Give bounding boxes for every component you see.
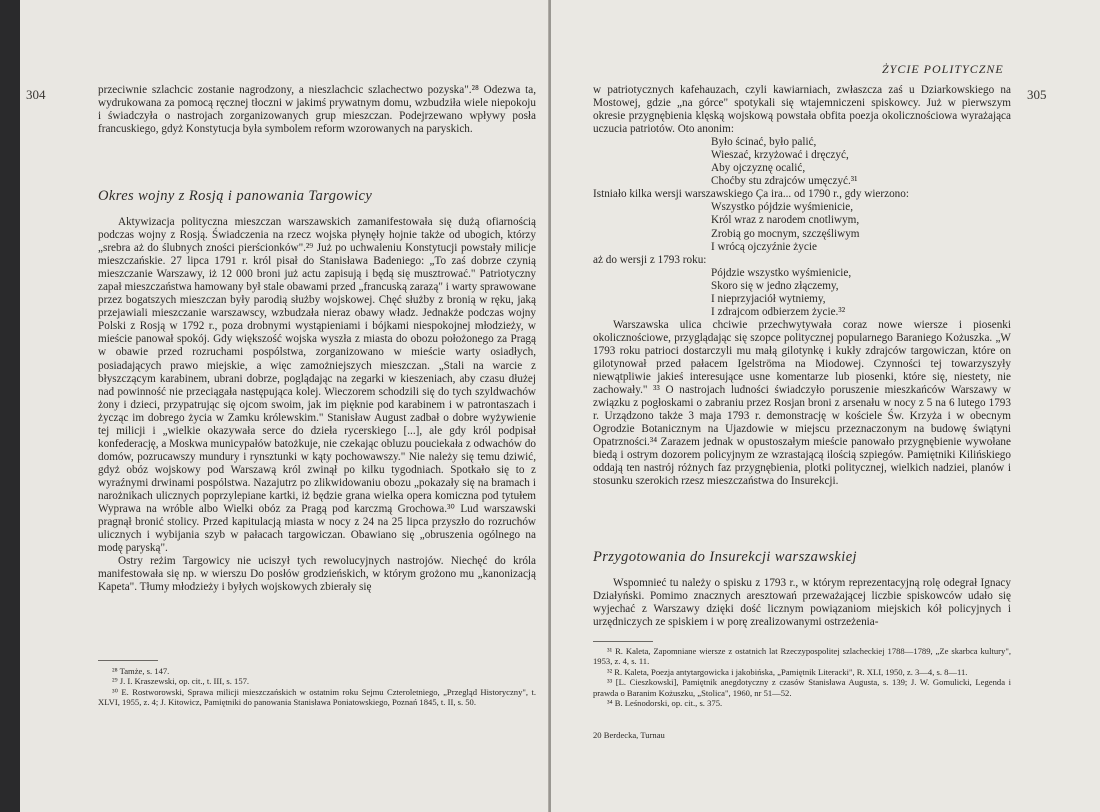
paragraph-right-1: w patriotycznych kafehauzach, czyli kawiarniach, zwłaszcza zaś u Dziarkowskiego na Mostowej, gdzie „na górce" spotykali się wtajemniczeni spiskowcy. Już w pierwszym okresie przygnębienia klęską wojskową powstała obfita poezja okolicznościowa wyrażająca uczucia patriotów. Oto anonim:: [593, 84, 1011, 136]
footnote-33: ³³ [L. Cieszkowski], Pamiętnik anegdotyczny z czasów Stanisława Augusta, s. 139; J. W. Gomulicki, Legenda i prawda o Baranim Kożuszku, „Stolica", 1960, nr 51—52.: [593, 677, 1011, 698]
footnote-34: ³⁴ B. Leśnodorski, op. cit., s. 375.: [607, 698, 723, 709]
footnote-30: ³⁰ E. Rostworowski, Sprawa milicji mieszczańskich w ostatnim roku Sejmu Czteroletniego, „Przegląd Historyczny", t. XLVI, 1955, z. 4; J. Kitowicz, Pamiętniki do panowania Stanisława Poniatowskiego, Poznań 1845, t. II, s. 50.: [98, 686, 536, 708]
verse-3: [711, 267, 1011, 319]
verse-line: Choćby stu zdrajców umęczyć.³¹: [711, 175, 858, 188]
left-page: [20, 0, 550, 812]
interlude-1: Istniało kilka wersji warszawskiego Ça ira... od 1790 r., gdy wierzono:: [593, 188, 909, 201]
verse-line: I wrócą ojczyźnie życie: [711, 240, 817, 253]
right-page: [551, 0, 1100, 812]
verse-line: Aby ojczyznę ocalić,: [711, 162, 806, 175]
footnote-rule: [98, 660, 158, 661]
page-number-right: 305: [1027, 87, 1047, 102]
section-heading-left: Okres wojny z Rosją i panowania Targowicy: [98, 188, 373, 204]
paragraph-right-3: Wspomnieć tu należy o spisku z 1793 r., w którym reprezentacyjną rolę odegrał Ignacy Działyński. Pomimo znacznych aresztowań przeważającej liczbie spiskowców udało się wyjechać z Warszawy dzięki dość licznym powiązaniom miejskich kół policyjnych i urzędniczych ze spiskiem i w porę zrealizowanymi ostrzeżenia-: [593, 577, 1011, 629]
footnote-31: ³¹ R. Kaleta, Zapomniane wiersze z ostatnich lat Rzeczypospolitej szlacheckiej 1788—1789, „Ze skarbca kultury", 1953, z. 4, s. 11.: [593, 646, 1011, 667]
verse-line: Wszystko pójdzie wyśmienicie,: [711, 201, 853, 214]
footnote-29: ²⁹ J. I. Kraszewski, op. cit., t. III, s. 157.: [112, 676, 250, 687]
intro-text: przeciwnie szlachcic zostanie nagrodzony, a nieszlachcic szlachectwo pozyska".²⁸ Odezwa ta, wydrukowana za pomocą ręcznej tłoczni w jakimś prywatnym domu, wzbudziła wiele niepokoju i świadczyła o nastrojach zorganizowanych grup mieszczan. Podejrzewano wpływy posła francuskiego, gdyż Konstytucja była symbolem reform wzorowanych na paryskich.: [98, 84, 536, 136]
running-head: ŻYCIE POLITYCZNE: [882, 62, 1004, 76]
footnote-32: ³² R. Kaleta, Poezja antytargowicka i jakobińska, „Pamiętnik Literacki", R. XLI, 1950, z. 3—4, s. 8—11.: [607, 666, 968, 677]
verse-line: I nieprzyjaciół wytniemy,: [711, 292, 826, 305]
verse-line: Zrobią go mocnym, szczęśliwym: [711, 227, 860, 240]
body-text-right-2: [593, 577, 1011, 629]
footnotes-left: [98, 666, 536, 708]
body-text-right: [593, 84, 1011, 488]
verse-line: I zdrajcom odbierzem życie.³²: [711, 305, 846, 318]
footnotes-right: [593, 646, 1011, 708]
verse-line: Pójdzie wszystko wyśmienicie,: [711, 266, 852, 279]
section-heading-right: Przygotowania do Insurekcji warszawskiej: [593, 549, 857, 565]
paragraph-2: Ostry reżim Targowicy nie uciszył tych rewolucyjnych nastrojów. Niechęć do króla manifestowała się np. w wierszu Do posłów grodzieńskich, w którym grożono mu „kanonizacją Kapeta". Tłumy młodzieży i byłych wojskowych zbierały się: [98, 555, 536, 594]
interlude-2: aż do wersji z 1793 roku:: [593, 253, 707, 266]
verse-line: Było ścinać, było palić,: [711, 136, 817, 149]
verse-line: Król wraz z narodem cnotliwym,: [711, 214, 860, 227]
verse-1: [711, 136, 1011, 188]
printer-signature: 20 Berdecka, Turnau: [593, 730, 665, 740]
footnote-28: ²⁸ Tamże, s. 147.: [112, 666, 170, 676]
footnote-rule-right: [593, 641, 653, 642]
paragraph-right-2: Warszawska ulica chciwie przechwytywała coraz nowe wiersze i piosenki okolicznościowe, przyglądając się szopce politycznej popularnego Baraniego Kożuszka. „W 1793 roku patrioci dostarczyli mu małą gilotynkę i kukły zdrajców targowiczan, które on gilotynował przed pałacem Igelströma na Miodowej. Czynności tej towarzyszyły niewątpliwie jakieś interesujące usne komentarze lub piosenki, które się, niestety, nie zachowały." ³³ O nastrojach ludności świadczyło poruszenie mieszkańców Warszawy w związku z pogłoskami o zabraniu przez Rosjan broni z arsenału w nocy z 5 na 6 lutego 1793 r. Urządzono także 3 maja 1793 r. demonstrację w kościele Św. Krzyża i w obecnym Ogrodzie Botanicznym na Ujazdowie w miejscu przeznaczonym na budowę świątyni Opatrzności.³⁴ Zarazem jednak w opustoszałym mieście panowało przygnębienie wywołane biedą i ostrym dozorem policyjnym ze wzrastającą ilością szpiegów. Pamiętniki Kilińskiego oddają ten nastrój różnych faz przygnębienia, plotki politycznej, wielkich nadziei, planów i stosunku szerokich rzesz mieszczaństwa do Insurekcji.: [593, 318, 1011, 488]
paragraph-1: Aktywizacja polityczna mieszczan warszawskich zamanifestowała się dużą ofiarnością podczas wojny z Rosją. Świadczenia na rzecz wojska płynęły hojnie także od ubogich, którzy „srebra aż do ślubnych zności pierścionków".²⁹ Już po uchwaleniu Konstytucji powstały milicje mieszczańskie. 27 lipca 1791 r. król pisał do Stanisława Badeniego: „To zaś dobrze czynią mieszczanie Warszawy, iż 12 000 broni już actu zapisują i będą się musztrować." Patriotyczny zapał mieszczaństwa hamowany był stale obawami przed „francuską zarazą" i warty sprawowane przez bogatszych mieszczan były parodią służby wojskowej. Chęć służby z bronią w ręku, jaką przejawiali mieszczanie warszawscy, wzbudzała nieraz obawy władz. Jednakże podczas wojny Polski z Rosją w 1792 r., poza drobnymi wystąpieniami i bójkami niespokojnej młodzieży, w mieście panował spokój. Gdy większość wojska wyszła z miasta do obozu położonego za Pragą w obawie przed rozruchami pospólstwa, zorganizowano w mieście warty osiadłych, posiadających prawo miejskie, a więc zamożniejszych mieszczan. „Stali na warcie z błyszczącym karabinem, ubrani dobrze, poglądając na zegarki w kieszeniach, aby czasu dłużej nad powinność nie przeciągała następująca kolej. Wieczorem schodzili się do tych szyldwachów żony i dzieci, przypatrując się ojcom swoim, jak im pięknie pod karabinem i w patrontaszach i życząc im dobrego życia w Zamku królewskim." Stanisław August zadbał o dobre wyżywienie tej milicji i „wielkie okazywała serce do dzieła rycerskiego [...], ale gdy król podpisał konfederację, a Moskwa municypałów batożkuje, nie czekając obluzu pouciekała z odwachów do domów, pozrucawszy mundury i rynsztunki w kąty pochowawszy." Nie należy się temu dziwić, gdyż obóz wojskowy pod Warszawą król zwinął po kilku tygodniach. Spotkało się to z wyraźnymi drwinami pospólstwa. Nazajutrz po zlikwidowaniu obozu „pokazały się na bramach i narożnikach ulicznych poprzylepiane kartki, iż będzie grana wielka opera komiczna pod tytułem Wyprawa na wróble albo Wielki obóz za Pragą pod karczmą Grochowa.³⁰ Lud warszawski pragnął bronić stolicy. Przed kapitulacją miasta w nocy z 24 na 25 lipca przyszło do rozruchów ulicznych i wybijania szyb w pałacach targowiczan. Obawiano się „obruszenia ogólnego na modę paryską".: [98, 216, 536, 555]
verse-line: Wieszać, krzyżować i dręczyć,: [711, 149, 849, 162]
body-text-left: [98, 216, 536, 594]
verse-2: [711, 201, 1011, 253]
page-number-left: 304: [26, 87, 46, 102]
verse-line: Skoro się w jedno złączemy,: [711, 279, 839, 292]
intro-paragraph: [98, 84, 536, 136]
